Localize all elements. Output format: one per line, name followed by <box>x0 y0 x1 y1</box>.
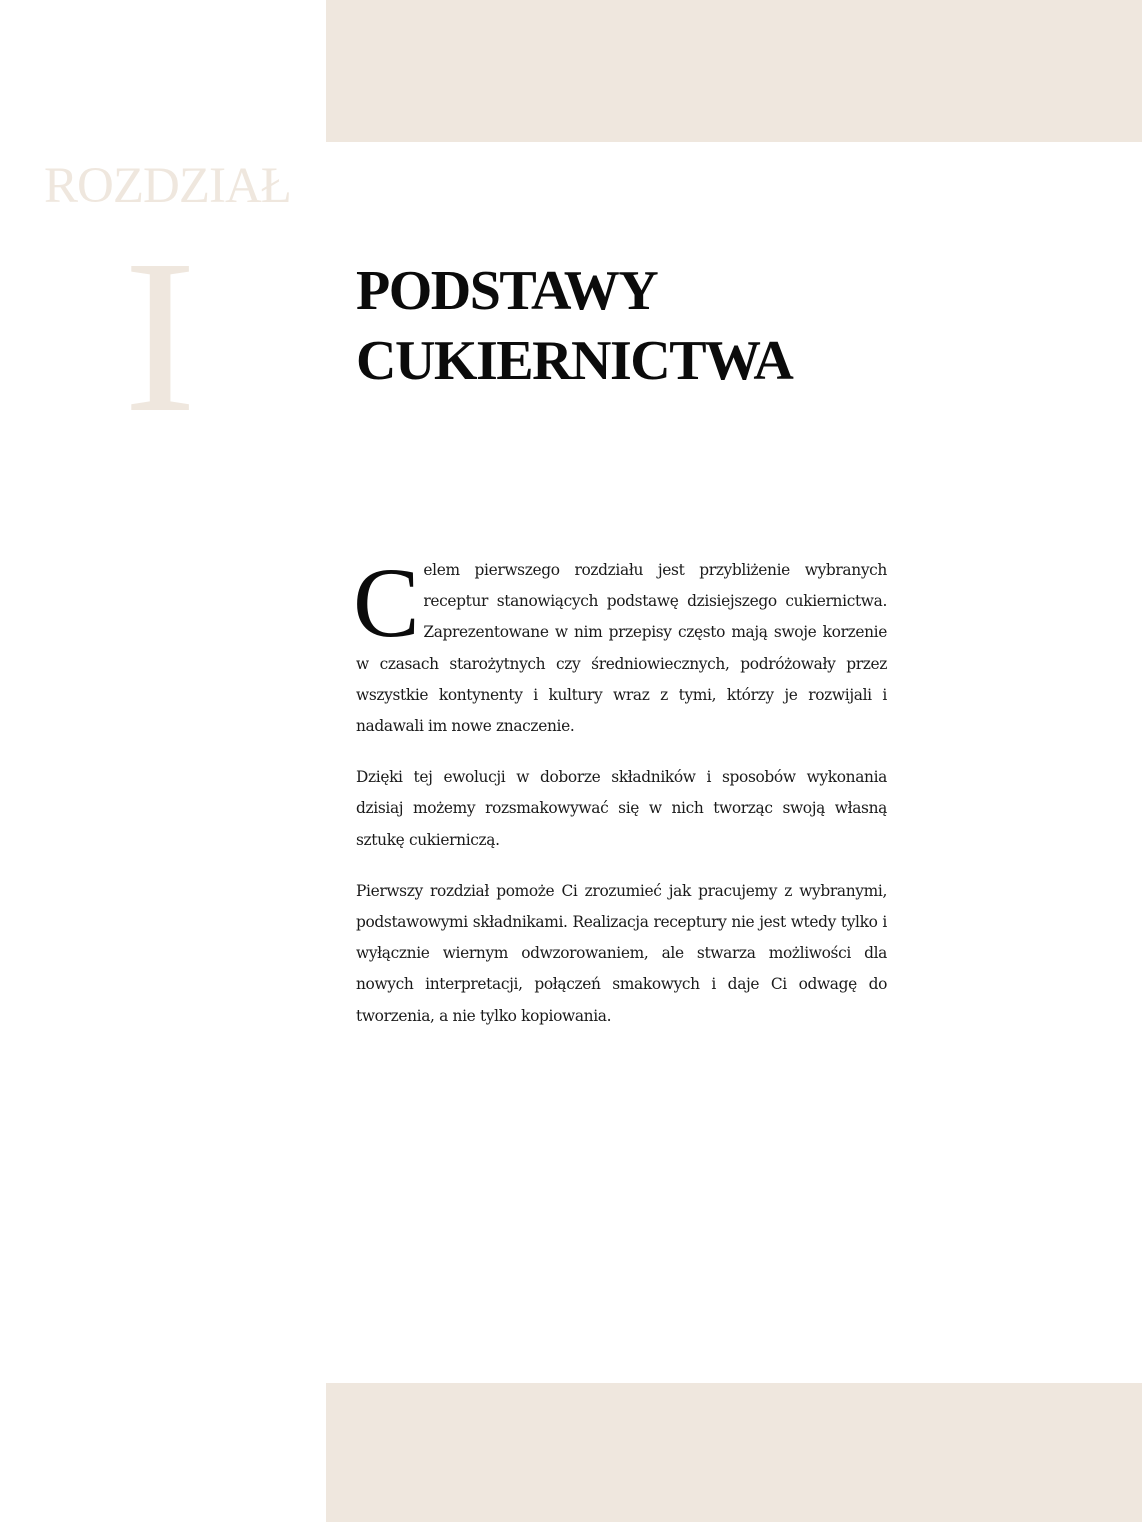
chapter-title <box>356 256 792 396</box>
intro-paragraph-1-text: elem pierwszego rozdziału jest przybliżenie wybranych receptur stanowiących podstawę dzisiejszego cukiernictwa. Zaprezentowane w nim przepisy często mają swoje korzenie w czasach starożytnych czy średniowiecznych, podróżowały przez wszystkie kontynenty i kultury wraz z tymi, którzy je rozwijali i nadawali im nowe znaczenie. <box>356 561 887 736</box>
top-decorative-band <box>326 0 1142 142</box>
bottom-decorative-band <box>326 1383 1142 1522</box>
intro-paragraph-1 <box>353 547 887 742</box>
chapter-number: I <box>123 214 197 458</box>
chapter-label: ROZDZIAŁ <box>44 158 291 214</box>
chapter-intro-text <box>353 547 887 1052</box>
drop-cap: C <box>353 547 420 658</box>
intro-paragraph-3: Pierwszy rozdział pomoże Ci zrozumieć jak pracujemy z wybranymi, podstawowymi składnikami. Realizacja receptury nie jest wtedy tylko i wyłącznie wiernym odwzorowaniem, ale stwarza możliwości dla nowych interpretacji, połączeń smakowych i daje Ci odwagę do tworzenia, a nie tylko kopiowania. <box>356 881 887 1025</box>
chapter-title-line-2: CUKIERNICTWA <box>356 330 793 392</box>
intro-paragraph-2: Dzięki tej ewolucji w doborze składników i sposobów wykonania dzisiaj możemy rozsmakowywać się w nich tworząc swoją własną sztukę cukierniczą. <box>356 768 887 849</box>
chapter-title-line-1: PODSTAWY <box>356 260 658 322</box>
